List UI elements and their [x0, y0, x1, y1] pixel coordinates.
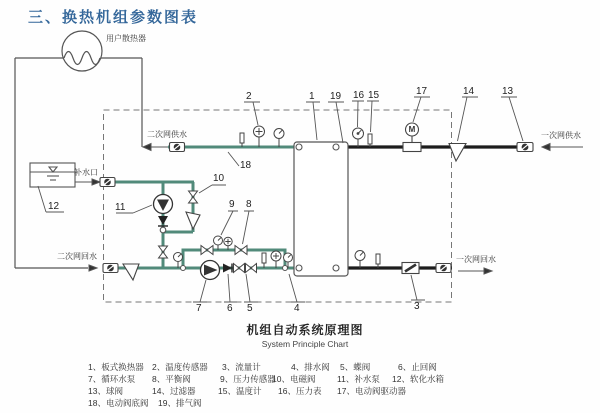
legend-item: 10、电磁阀	[272, 374, 316, 384]
butterfly-valve-5	[234, 264, 257, 273]
solenoid-valve-10	[189, 191, 198, 203]
filter-strainer	[186, 212, 200, 229]
callout-7: 7	[196, 303, 202, 314]
drop-valve	[159, 246, 168, 258]
callout-11: 11	[115, 202, 126, 213]
callout-19: 19	[330, 91, 342, 102]
callout-8: 8	[246, 199, 252, 210]
callout-4: 4	[294, 303, 300, 314]
temperature-sensor-2	[254, 126, 265, 147]
balance-valve-8	[235, 246, 247, 255]
callout-3: 3	[414, 301, 420, 312]
legend-item: 6、止回阀	[398, 362, 437, 372]
legend-item: 5、蝶阀	[340, 362, 371, 372]
callout-18: 18	[240, 160, 252, 171]
legend-item: 16、压力表	[278, 386, 322, 396]
primary-return-instruments	[355, 251, 451, 274]
primary-supply-label: 一次网供水	[541, 131, 581, 140]
primary-return-label: 一次网回水	[456, 255, 496, 264]
legend-item: 15、温度计	[218, 386, 262, 396]
legend-item: 12、软化水箱	[392, 374, 444, 384]
circulation-pump-7	[201, 261, 220, 280]
callout-2: 2	[246, 91, 252, 102]
callout-1: 1	[309, 91, 315, 102]
pressure-gauge-16	[353, 128, 364, 147]
callout-5: 5	[247, 303, 253, 314]
secondary-supply-label: 二次网供水	[147, 130, 187, 139]
plate-heat-exchanger	[294, 142, 348, 276]
legend-item: 19、排气阀	[158, 398, 202, 408]
water-tank	[30, 163, 75, 187]
filter-strainer	[123, 264, 139, 280]
makeup-pump-11	[154, 195, 173, 214]
primary-supply-instruments	[353, 123, 534, 161]
ball-valve-13	[517, 143, 533, 152]
callout-10: 10	[213, 173, 225, 184]
thermometer-well	[262, 253, 266, 268]
legend-item: 3、流量计	[222, 362, 261, 372]
pressure-sensor-9	[214, 236, 233, 250]
legend-item: 11、补水泵	[337, 374, 380, 384]
primary-pipes	[333, 147, 533, 268]
legend-item: 13、球阀	[88, 386, 123, 396]
legend-item: 9、压力传感器	[220, 374, 276, 384]
legend-item: 18、电动阀底阀	[88, 398, 149, 408]
legend-item: 17、电动阀驱动器	[337, 386, 406, 396]
legend-item: 14、过滤器	[152, 386, 196, 396]
motor-valve-18	[170, 143, 185, 152]
ball-valve-entry	[103, 264, 118, 273]
callout-16: 16	[353, 90, 365, 101]
pressure-gauge	[355, 251, 365, 269]
check-valve-6	[223, 264, 232, 273]
thermometer-well	[240, 133, 244, 147]
motor-letter: M	[408, 125, 416, 134]
pressure-gauge	[274, 129, 284, 148]
bypass-components	[201, 236, 247, 255]
ball-valve	[436, 264, 451, 273]
page-title: 三、换热机组参数图表	[28, 9, 199, 26]
temperature-gauge	[271, 251, 281, 268]
caption-english: System Principle Chart	[261, 339, 349, 349]
legend-item: 1、板式换热器	[88, 362, 144, 372]
callout-13: 13	[502, 86, 514, 97]
callout-14: 14	[463, 86, 475, 97]
legend-item: 2、温度传感器	[152, 362, 208, 372]
callout-15: 15	[368, 90, 380, 101]
thermometer-well	[376, 254, 380, 268]
flow-meter-3	[402, 263, 419, 274]
thermometer-15	[368, 134, 372, 147]
callout-9: 9	[229, 199, 235, 210]
caption-chinese: 机组自动系统原理图	[246, 323, 364, 337]
radiator-label: 用户散热器	[106, 34, 146, 43]
secondary-return-label: 二次网回水	[57, 252, 97, 261]
legend-item: 4、排水阀	[291, 362, 330, 372]
check-valve	[158, 216, 168, 226]
callout-12: 12	[48, 201, 60, 212]
makeup-port-label: 补水口	[74, 168, 98, 177]
legend-item: 8、平衡阀	[152, 374, 191, 384]
ball-valve-makeup	[100, 178, 115, 187]
legend-item: 7、循环水泵	[88, 374, 136, 384]
callout-6: 6	[227, 303, 233, 314]
butterfly-valve	[201, 246, 213, 255]
callout-17: 17	[416, 86, 428, 97]
